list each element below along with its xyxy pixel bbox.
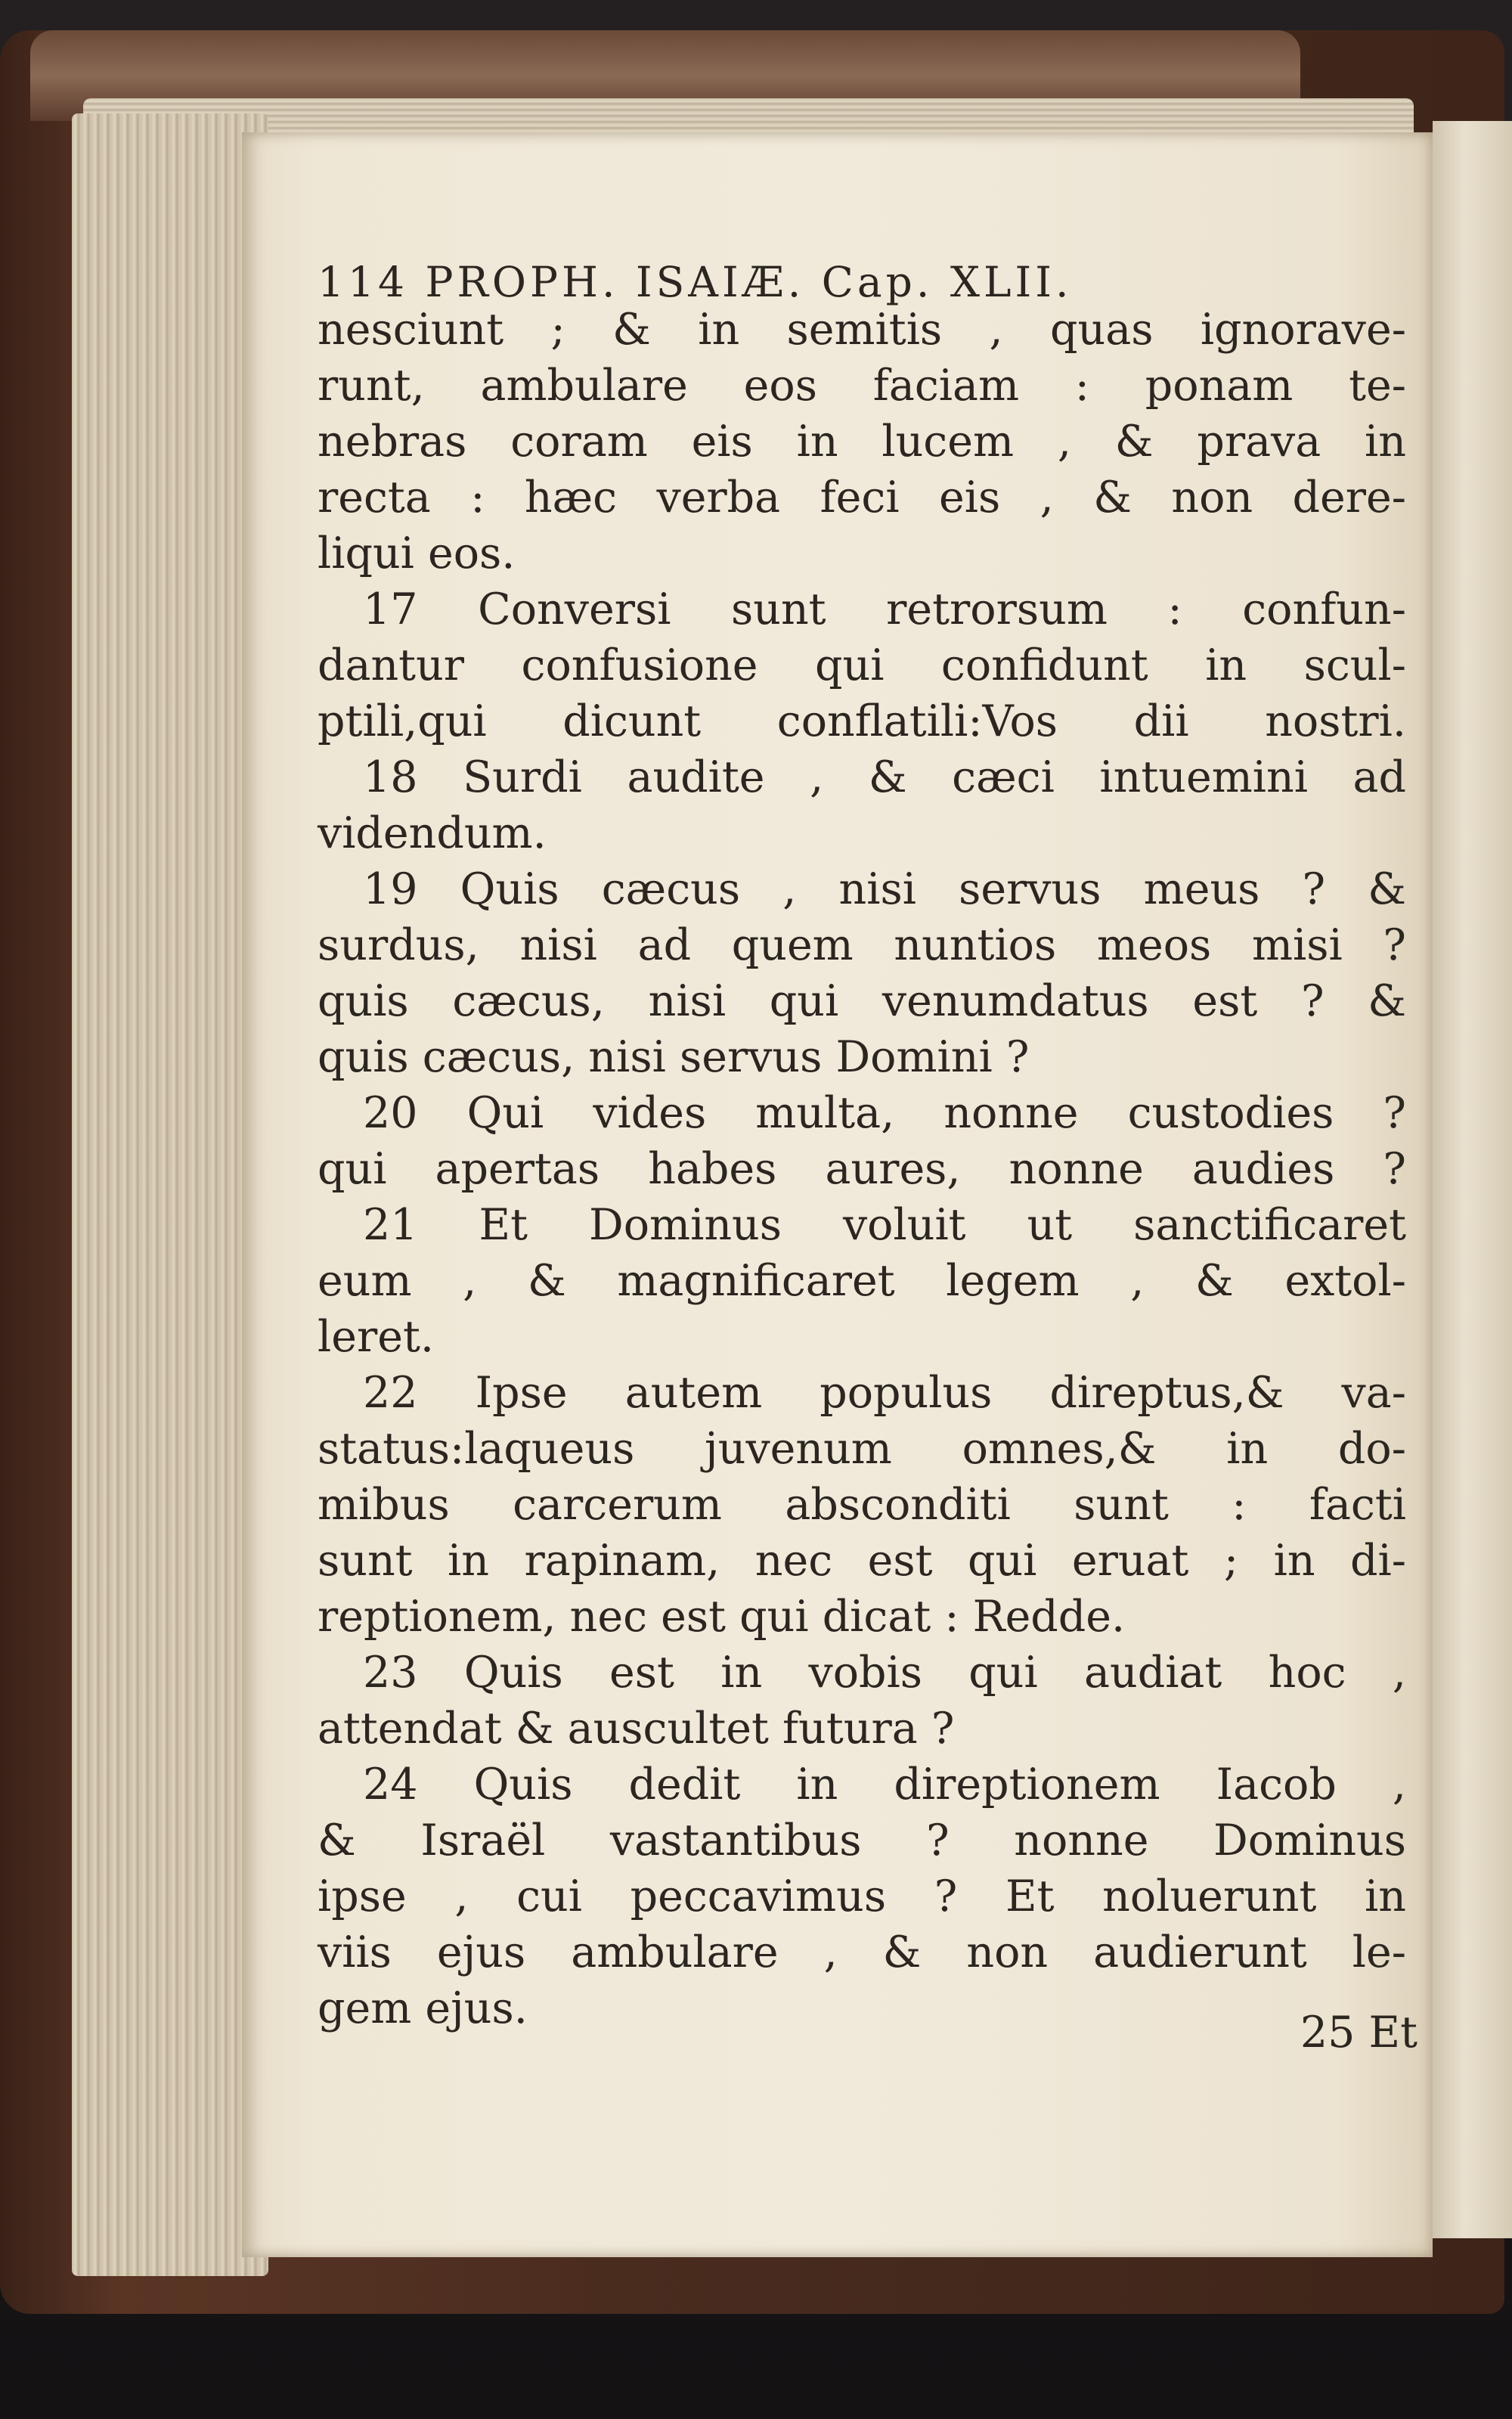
catchword: 25 Et <box>1300 2008 1418 2058</box>
text-line: viis ejus ambulare , & non audierunt le- <box>318 1927 1406 1977</box>
text-line: ipse , cui peccavimus ? Et noluerunt in <box>318 1872 1406 1921</box>
text-line: quis cæcus, nisi qui venumdatus est ? & <box>318 976 1406 1026</box>
text-line: dantur confusione qui confidunt in scul- <box>318 640 1406 690</box>
verse-line: 19 Quis cæcus , nisi servus meus ? & <box>363 864 1406 914</box>
text-line: status:laqueus juvenum omnes,& in do- <box>318 1424 1406 1474</box>
verse-line: 17 Conversi sunt retrorsum : confun- <box>363 585 1406 634</box>
text-line: surdus, nisi ad quem nuntios meos misi ? <box>318 920 1406 970</box>
verse-line: 20 Qui vides multa, nonne custodies ? <box>363 1088 1406 1138</box>
text-line: eum , & magnificaret legem , & extol- <box>318 1256 1406 1306</box>
verse-line: 24 Quis dedit in direptionem Iacob , <box>363 1760 1406 1810</box>
text-line: nesciunt ; & in semitis , quas ignorave- <box>318 305 1406 355</box>
running-header: 114 PROPH. ISAIÆ. Cap. XLII. <box>318 258 1073 306</box>
text-line: mibus carcerum absconditi sunt : facti <box>318 1480 1406 1530</box>
verse-line: 22 Ipse autem populus direptus,& va- <box>363 1368 1406 1418</box>
verse-line: 23 Quis est in vobis qui audiat hoc , <box>363 1648 1406 1698</box>
text-line: qui apertas habes aures, nonne audies ? <box>318 1144 1406 1194</box>
text-line: leret. <box>318 1312 434 1362</box>
text-line: runt, ambulare eos faciam : ponam te- <box>318 361 1406 411</box>
text-line: sunt in rapinam, nec est qui eruat ; in di- <box>318 1536 1406 1586</box>
facing-page-edge <box>1433 121 1512 2238</box>
text-line: reptionem, nec est qui dicat : Redde. <box>318 1592 1126 1642</box>
verse-line: 18 Surdi audite , & cæci intuemini ad <box>363 752 1406 802</box>
page-edges-left <box>72 113 268 2276</box>
text-line: videndum. <box>318 808 547 858</box>
text-line: quis cæcus, nisi servus Domini ? <box>318 1032 1030 1082</box>
text-line: ptili,qui dicunt conflatili:Vos dii nostri. <box>318 696 1406 746</box>
verse-line: 21 Et Dominus voluit ut sanctificaret <box>363 1200 1406 1250</box>
text-line: liqui eos. <box>318 529 516 578</box>
text-line: nebras coram eis in lucem , & prava in <box>318 417 1406 467</box>
text-line: attendat & auscultet futura ? <box>318 1704 955 1754</box>
text-line: & Israël vastantibus ? nonne Dominus <box>318 1816 1406 1865</box>
text-line: gem ejus. <box>318 1983 528 2033</box>
text-line: recta : hæc verba feci eis , & non dere- <box>318 473 1406 523</box>
